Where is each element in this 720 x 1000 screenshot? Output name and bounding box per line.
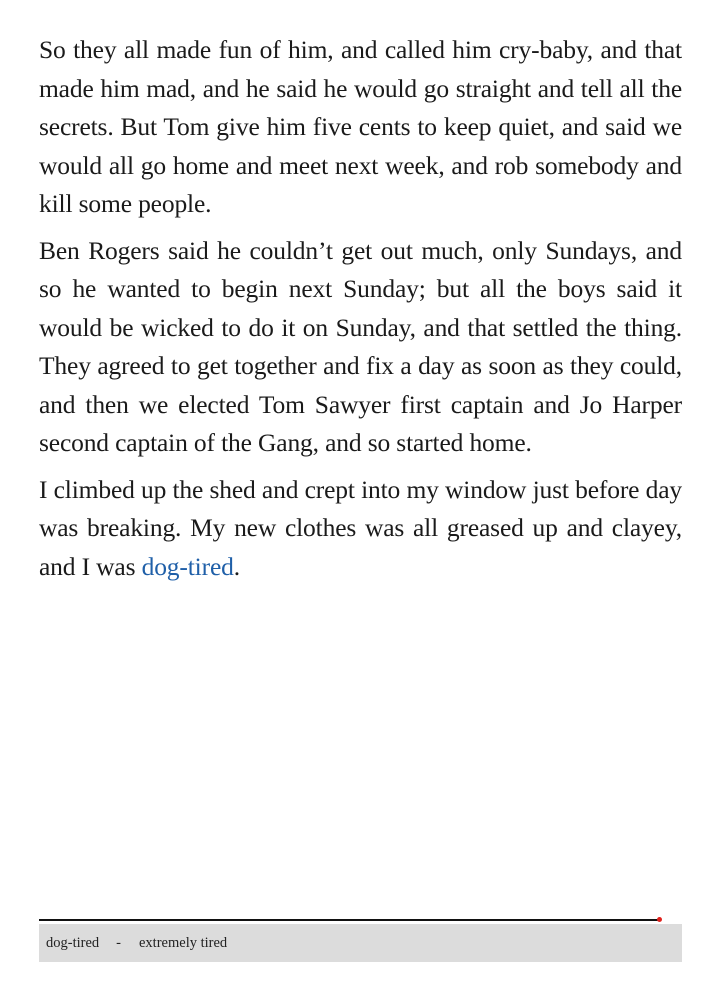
glossary-link-dog-tired[interactable]: dog-tired	[141, 551, 234, 581]
paragraph-text: I climbed up the shed and crept into my window just before day was breaking. My new clothes was all greased up and clayey, and I was	[39, 474, 682, 581]
paragraph: So they all made fun of him, and called him cry-baby, and that made him mad, and he said he would go straight and tell all the secrets. But Tom give him five cents to keep quiet, and said we would all go home and meet next week, and rob somebody and kill some people.	[39, 35, 682, 218]
paragraph	[39, 471, 682, 587]
reading-progress-bar	[39, 919, 659, 921]
footnote-term: dog-tired	[46, 934, 100, 951]
book-text	[39, 31, 682, 594]
paragraph-text: .	[233, 551, 240, 581]
paragraph: Ben Rogers said he couldn’t get out much, only Sundays, and so he wanted to begin next Sunday; but all the boys said it would be wicked to do it on Sunday, and that settled the thing. They agreed to get together and fix a day as soon as they could, and then we elected Tom Sawyer first captain and Jo Harper second captain of the Gang, and so started home.	[39, 235, 682, 457]
glossary-footnote	[39, 924, 682, 962]
footnote-definition: extremely tired	[139, 934, 228, 951]
footnote-separator: -	[116, 934, 121, 951]
reading-progress-marker	[657, 917, 662, 922]
